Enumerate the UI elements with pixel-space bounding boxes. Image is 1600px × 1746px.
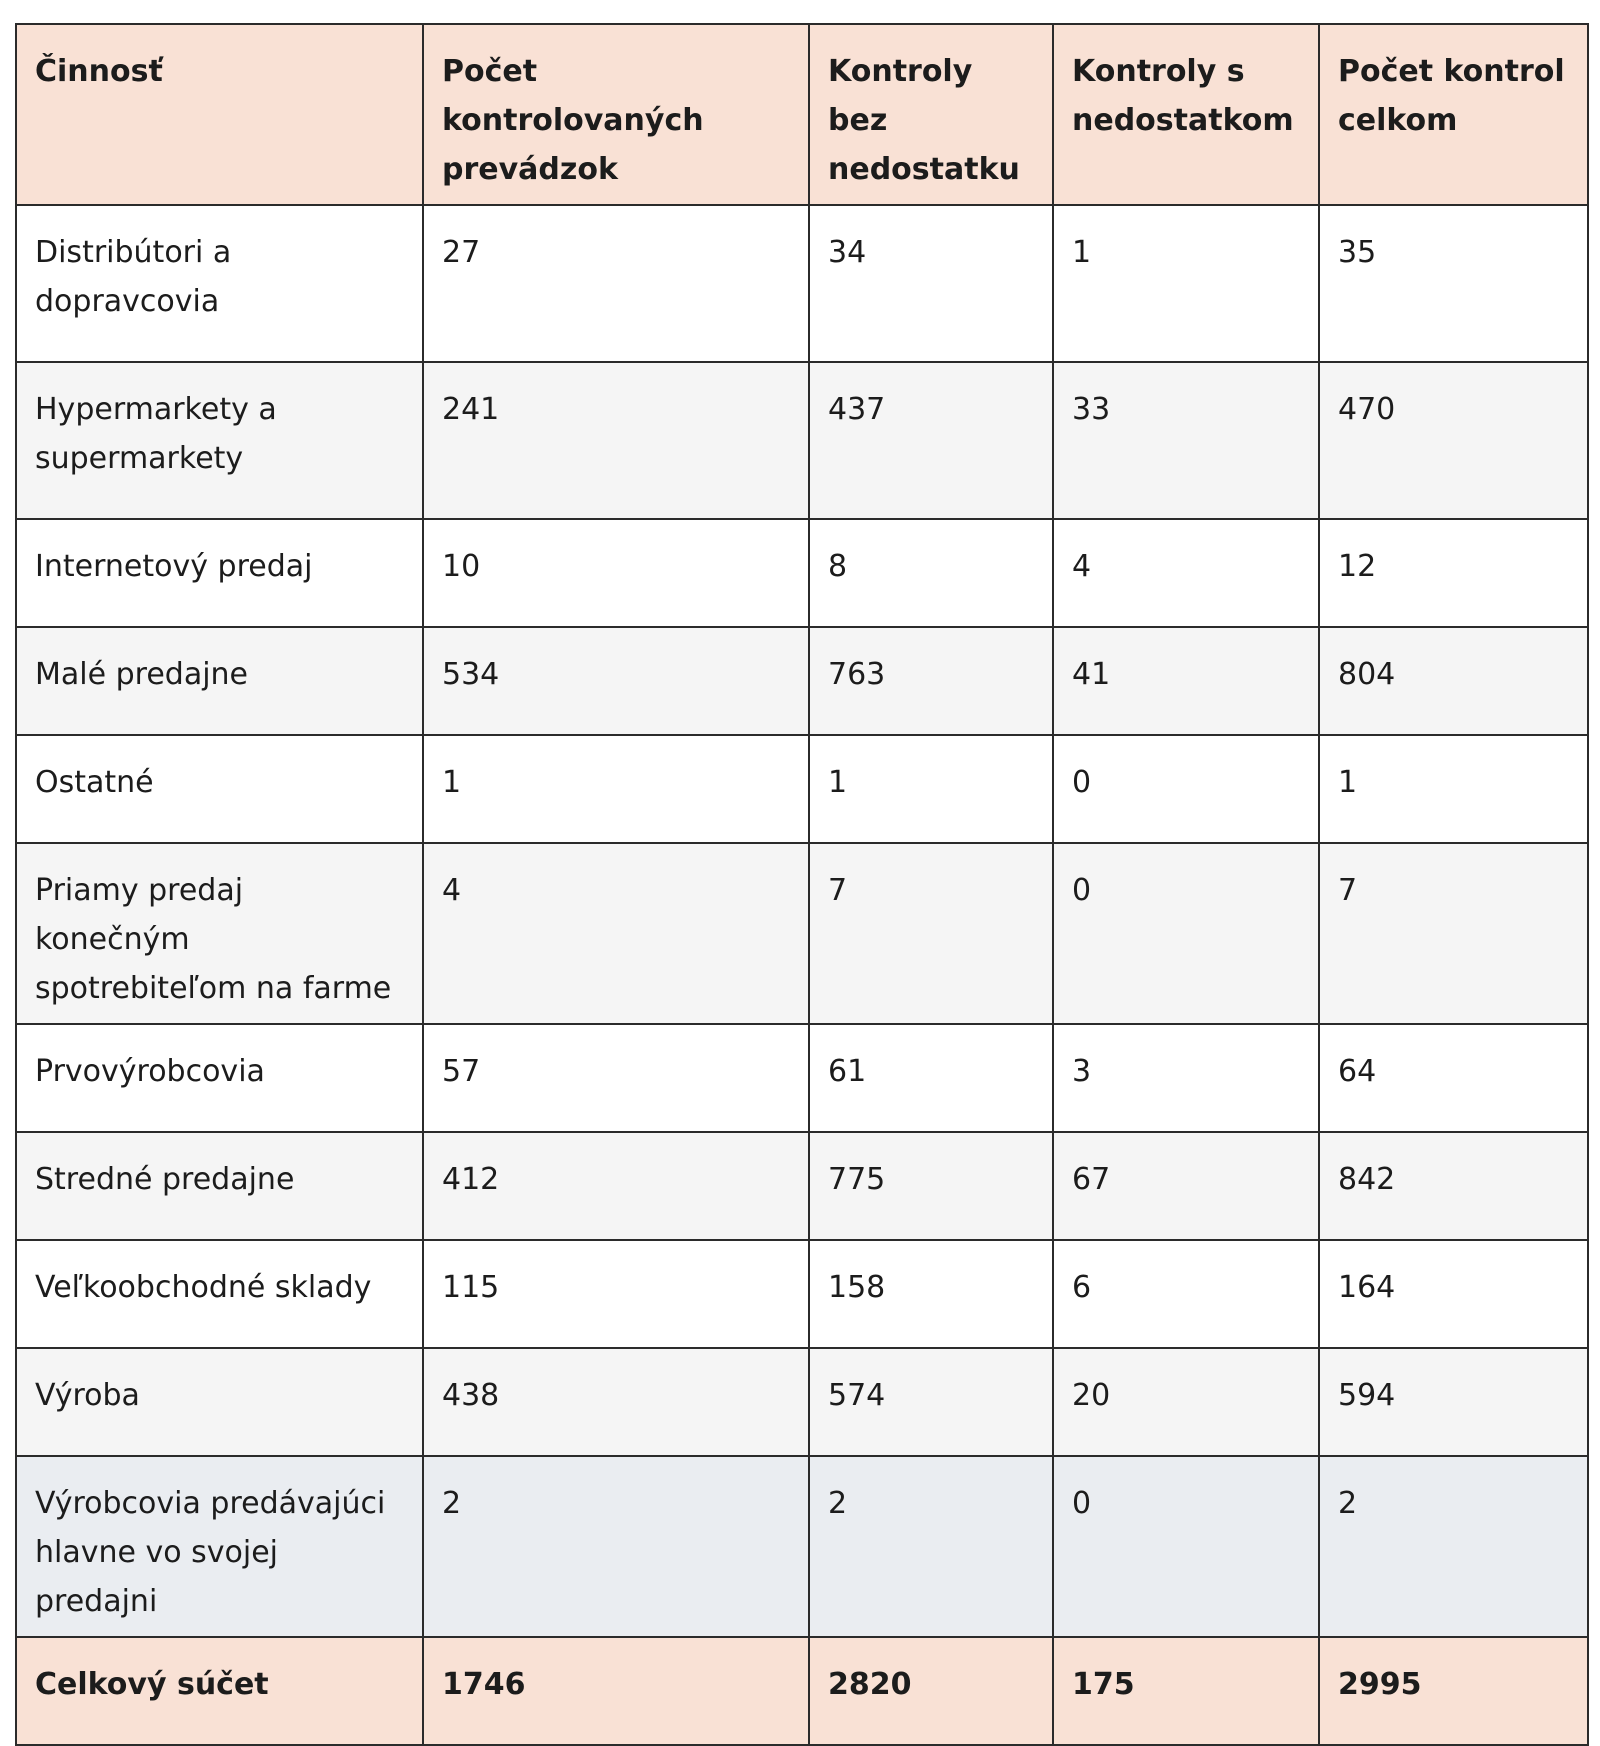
cell-celkom: 12 xyxy=(1319,519,1588,627)
cell-celkom: 470 xyxy=(1319,362,1588,519)
cell-s-nedostatkom: 0 xyxy=(1053,843,1319,1024)
cell-celkom: 1 xyxy=(1319,735,1588,843)
total-label: Celkový súčet xyxy=(16,1637,423,1745)
cell-s-nedostatkom: 41 xyxy=(1053,627,1319,735)
cell-bez-nedostatku: 8 xyxy=(809,519,1053,627)
cell-bez-nedostatku: 2 xyxy=(809,1456,1053,1637)
cell-cinnost: Internetový predaj xyxy=(16,519,423,627)
cell-bez-nedostatku: 7 xyxy=(809,843,1053,1024)
table-row xyxy=(16,1456,1588,1637)
cell-bez-nedostatku: 1 xyxy=(809,735,1053,843)
cell-bez-nedostatku: 34 xyxy=(809,205,1053,362)
cell-s-nedostatkom: 67 xyxy=(1053,1132,1319,1240)
table-row xyxy=(16,843,1588,1024)
cell-prevadzky: 412 xyxy=(423,1132,809,1240)
cell-celkom: 35 xyxy=(1319,205,1588,362)
header-row xyxy=(16,24,1588,205)
cell-celkom: 594 xyxy=(1319,1348,1588,1456)
header-pocet-kontrol-celkom: Počet kontrol celkom xyxy=(1319,24,1588,205)
cell-s-nedostatkom: 1 xyxy=(1053,205,1319,362)
cell-cinnost: Ostatné xyxy=(16,735,423,843)
inspection-stats-table xyxy=(15,23,1589,1746)
cell-s-nedostatkom: 3 xyxy=(1053,1024,1319,1132)
total-s-nedostatkom: 175 xyxy=(1053,1637,1319,1745)
cell-prevadzky: 10 xyxy=(423,519,809,627)
table-row xyxy=(16,205,1588,362)
total-row xyxy=(16,1637,1588,1745)
cell-cinnost: Distribútori a dopravcovia xyxy=(16,205,423,362)
cell-cinnost: Malé predajne xyxy=(16,627,423,735)
cell-prevadzky: 438 xyxy=(423,1348,809,1456)
table-row xyxy=(16,627,1588,735)
cell-bez-nedostatku: 574 xyxy=(809,1348,1053,1456)
cell-celkom: 842 xyxy=(1319,1132,1588,1240)
cell-celkom: 164 xyxy=(1319,1240,1588,1348)
cell-s-nedostatkom: 20 xyxy=(1053,1348,1319,1456)
total-bez-nedostatku: 2820 xyxy=(809,1637,1053,1745)
cell-celkom: 64 xyxy=(1319,1024,1588,1132)
table-row xyxy=(16,1132,1588,1240)
cell-bez-nedostatku: 437 xyxy=(809,362,1053,519)
cell-s-nedostatkom: 33 xyxy=(1053,362,1319,519)
total-celkom: 2995 xyxy=(1319,1637,1588,1745)
cell-prevadzky: 534 xyxy=(423,627,809,735)
table-row xyxy=(16,1024,1588,1132)
cell-bez-nedostatku: 763 xyxy=(809,627,1053,735)
table-row xyxy=(16,735,1588,843)
cell-bez-nedostatku: 775 xyxy=(809,1132,1053,1240)
table-row xyxy=(16,1240,1588,1348)
cell-cinnost: Priamy predaj konečným spotrebiteľom na farme xyxy=(16,843,423,1024)
cell-prevadzky: 2 xyxy=(423,1456,809,1637)
cell-prevadzky: 1 xyxy=(423,735,809,843)
table-row xyxy=(16,1348,1588,1456)
cell-prevadzky: 27 xyxy=(423,205,809,362)
cell-bez-nedostatku: 158 xyxy=(809,1240,1053,1348)
cell-celkom: 2 xyxy=(1319,1456,1588,1637)
cell-s-nedostatkom: 4 xyxy=(1053,519,1319,627)
cell-prevadzky: 57 xyxy=(423,1024,809,1132)
cell-celkom: 804 xyxy=(1319,627,1588,735)
cell-cinnost: Hypermarkety a supermarkety xyxy=(16,362,423,519)
cell-prevadzky: 115 xyxy=(423,1240,809,1348)
header-kontroly-s-nedostatkom: Kontroly s nedostatkom xyxy=(1053,24,1319,205)
table-row xyxy=(16,519,1588,627)
cell-prevadzky: 241 xyxy=(423,362,809,519)
header-cinnost: Činnosť xyxy=(16,24,423,205)
cell-cinnost: Veľkoobchodné sklady xyxy=(16,1240,423,1348)
cell-cinnost: Prvovýrobcovia xyxy=(16,1024,423,1132)
cell-celkom: 7 xyxy=(1319,843,1588,1024)
cell-cinnost: Výroba xyxy=(16,1348,423,1456)
cell-s-nedostatkom: 6 xyxy=(1053,1240,1319,1348)
header-kontroly-bez-nedostatku: Kontroly bez nedostatku xyxy=(809,24,1053,205)
cell-s-nedostatkom: 0 xyxy=(1053,1456,1319,1637)
table-row xyxy=(16,362,1588,519)
cell-bez-nedostatku: 61 xyxy=(809,1024,1053,1132)
cell-cinnost: Stredné predajne xyxy=(16,1132,423,1240)
total-prevadzky: 1746 xyxy=(423,1637,809,1745)
cell-s-nedostatkom: 0 xyxy=(1053,735,1319,843)
cell-prevadzky: 4 xyxy=(423,843,809,1024)
header-pocet-prevadzok: Počet kontrolovaných prevádzok xyxy=(423,24,809,205)
cell-cinnost: Výrobcovia predávajúci hlavne vo svojej predajni xyxy=(16,1456,423,1637)
